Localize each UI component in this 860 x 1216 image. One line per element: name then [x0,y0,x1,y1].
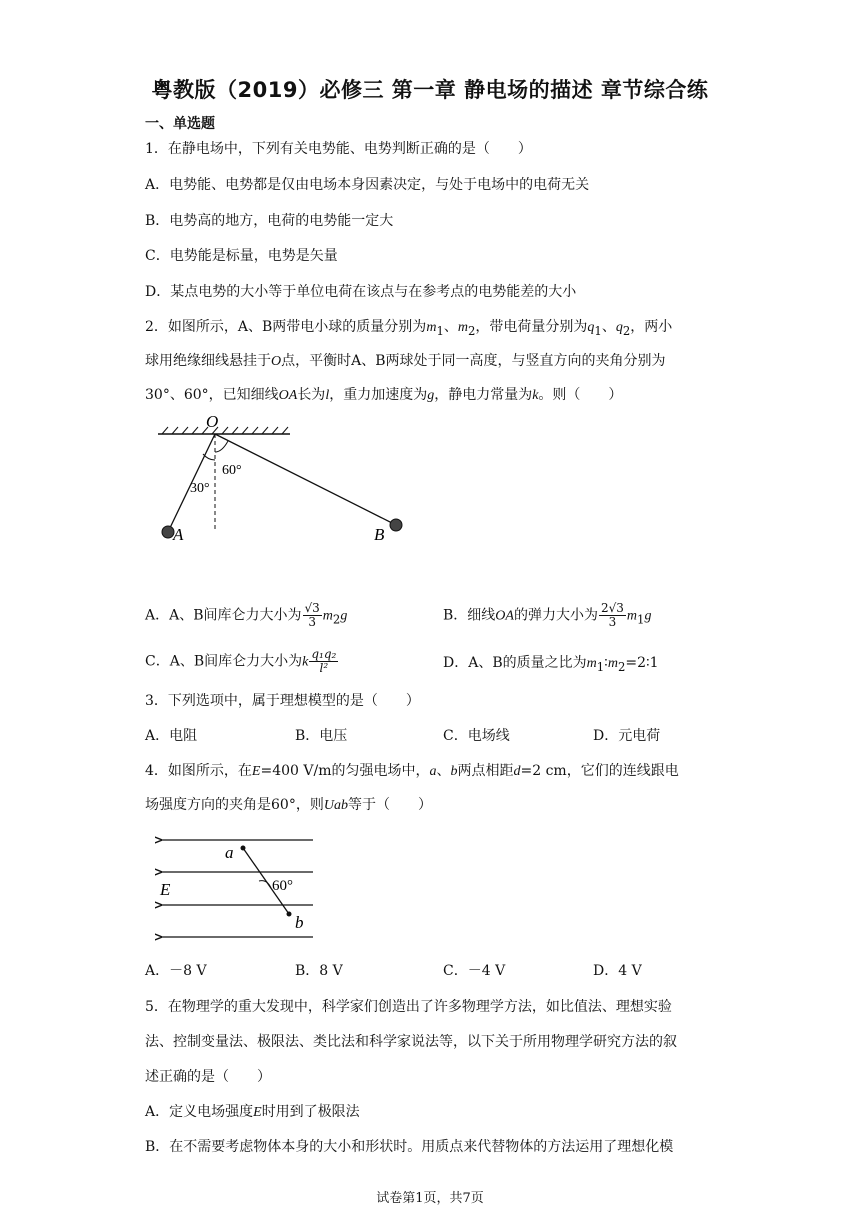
q4-option-b[interactable]: B．8 V [295,963,343,979]
angle-30-label: 30° [190,481,210,496]
ball-b [390,519,402,531]
q1-stem: 1．在静电场中，下列有关电势能、电势判断正确的是（ ） [145,141,532,157]
q3-stem: 3．下列选项中，属于理想模型的是（ ） [145,693,420,709]
fraction: $\frac{√3}{3}$ [304,601,320,629]
q4-stem-line1: 4．如图所示，在E=400 V/m的匀强电场中，a、b两点相距d=2 cm，它们的连线跟电 [145,763,679,779]
angle-60-label: 60° [222,463,242,478]
q2-stem-line2: 球用绝缘细线悬挂于O点，平衡时A、B两球处于同一高度，与竖直方向的夹角分别为 [145,353,666,369]
q2-pendulum-figure [150,412,420,552]
angle-arc-60 [215,441,228,452]
angle-60-label: 60° [272,878,293,894]
q1-option-b[interactable]: B．电势高的地方，电荷的电势能一定大 [145,213,394,229]
q3-option-b[interactable]: B．电压 [295,728,348,744]
q3-option-c[interactable]: C．电场线 [443,728,510,744]
q2-option-a[interactable]: A．A、B间库仑力大小为 $\frac{√3}{3}$ $m_2g$ [145,601,348,629]
ceiling-hatch [162,427,288,434]
q5-stem-line2: 法、控制变量法、极限法、类比法和科学家说法等，以下关于所用物理学研究方法的叙 [145,1034,677,1050]
q5-stem-line3: 述正确的是（ ） [145,1069,271,1085]
q4-field-figure [155,828,325,948]
q2-stem-line1: 2．如图所示，A、B两带电小球的质量分别为$m_1$、$m_2$，带电荷量分别为$q_1$、$q_2$，两小 [145,319,673,338]
ball-a-label: A [173,525,184,544]
fraction: $\frac{2√3}{3}$ [600,601,624,629]
page-title: 粤教版（2019）必修三 第一章 静电场的描述 章节综合练 [151,78,709,102]
section-heading: 一、单选题 [145,116,215,132]
angle-arc [259,881,271,888]
q3-option-d[interactable]: D．元电荷 [593,728,661,744]
q2-stem-line3: 30°、60°，已知细线OA长为l，重力加速度为g，静电力常量为k。则（ ） [145,387,623,403]
q4-stem-line2: 场强度方向的夹角是60°，则Uab等于（ ） [145,797,432,813]
q1-option-d[interactable]: D．某点电势的大小等于单位电荷在该点与在参考点的电势能差的大小 [145,284,577,300]
q2-option-d[interactable]: D．A、B的质量之比为$m_1∶m_2=2∶1$ [443,655,659,674]
q2-option-c[interactable]: C．A、B间库仑力大小为k $\frac{\text{q₁q₂}}{\text{l²}}$ [145,647,337,675]
point-b [287,912,292,917]
q5-option-a[interactable]: A．定义电场强度E时用到了极限法 [145,1104,360,1120]
q4-option-d[interactable]: D．4 V [593,963,642,979]
point-a [241,846,246,851]
q1-option-c[interactable]: C．电势能是标量，电势是矢量 [145,248,338,264]
ball-b-label: B [374,525,385,544]
q5-stem-line1: 5．在物理学的重大发现中，科学家们创造出了许多物理学方法，如比值法、理想实验 [145,999,672,1015]
q4-option-a[interactable]: A．－8 V [145,963,207,979]
thread-ob [215,434,396,525]
point-a-label: a [225,843,234,862]
fraction: $\frac{\text{q₁q₂}}{\text{l²}}$ [311,647,337,675]
field-e-label: E [160,880,171,899]
point-b-label: b [295,913,304,932]
page-footer: 试卷第1页，共7页 [376,1191,484,1206]
q5-option-b[interactable]: B．在不需要考虑物体本身的大小和形状时。用质点来代替物体的方法运用了理想化模 [145,1139,674,1155]
point-o-label: O [206,412,219,431]
q2-option-b[interactable]: B．细线OA的弹力大小为 $\frac{2√3}{3}$ $m_1g$ [443,601,652,629]
q1-option-a[interactable]: A．电势能、电势都是仅由电场本身因素决定，与处于电场中的电荷无关 [145,177,590,193]
q3-option-a[interactable]: A．电阻 [145,728,198,744]
q4-option-c[interactable]: C．－4 V [443,963,506,979]
